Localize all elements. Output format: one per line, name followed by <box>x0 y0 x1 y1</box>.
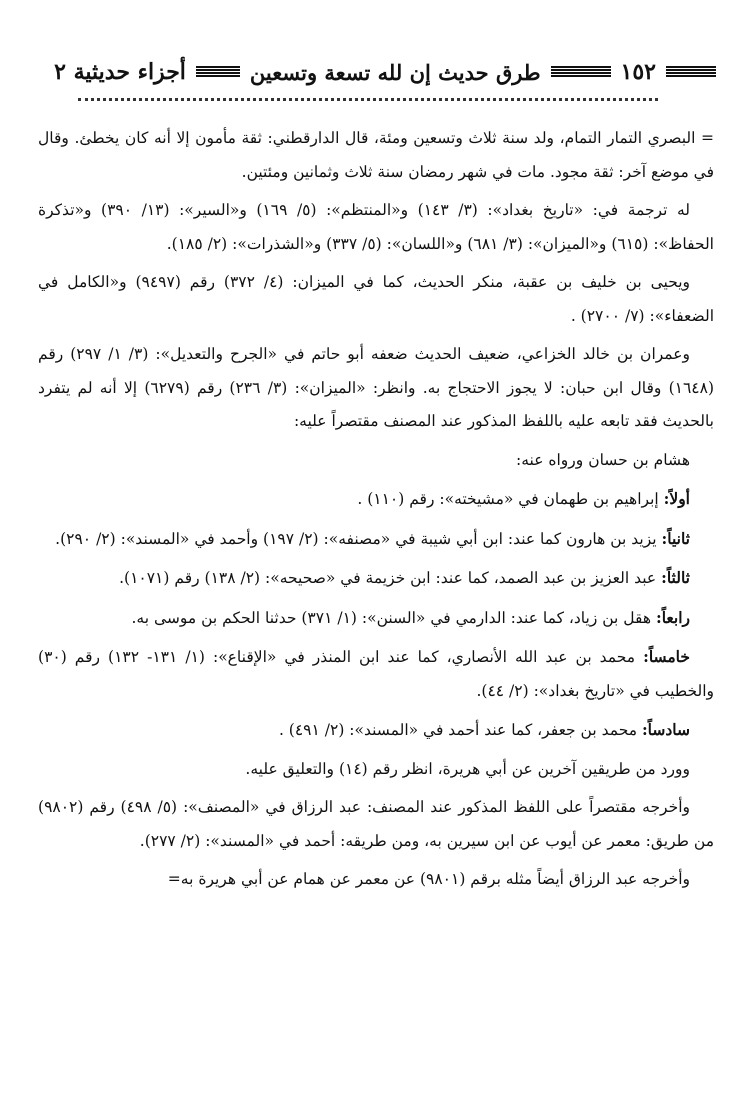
page-number: ١٥٢ <box>620 59 656 85</box>
ordinal-label: رابعاً: <box>655 607 690 627</box>
text-line: وورد من طريقين آخرين عن أبي هريرة، انظر رقم (١٤) والتعليق عليه. <box>245 759 690 778</box>
text-line: (١٠٧١). <box>119 569 170 587</box>
text-line: (٥/ ٤٩٨) رقم (٩٨٠٢) من طريق: معمر عن أيوب عن ابن سيرين به، ومن طريقه: أحمد <box>38 798 714 850</box>
text-line: عبد العزيز بن عبد الصمد، كما عند: ابن خزيمة في «صحيحه»: (٢/ ١٣٨) رقم <box>174 569 657 587</box>
text-line: محمد بن عبد الله الأنصاري، كما عند ابن المنذر في «الإقناع»: (١/ ١٣١- <box>147 648 636 666</box>
text-line: و«الكامل في الضعفاء»: (٧/ ٢٧٠٠) . <box>38 273 714 325</box>
text-line: وعمران بن خالد الخزاعي، ضعيف الحديث ضعفه أبو حاتم في «الجرح والتعديل»: <box>155 345 690 363</box>
paragraph <box>38 482 714 517</box>
text-line: مقتصراً عليه: <box>293 412 379 430</box>
text-line: يزيد بن هارون كما عند: ابن أبي شيبة في «مصنفه»: (٢/ ١٩٧) وأحمد في <box>194 529 657 548</box>
paragraph <box>38 444 714 478</box>
ordinal-label: ثانياً: <box>661 528 690 548</box>
text-line: في «المسند»: (٢/ ٢٧٧). <box>139 831 300 850</box>
page-text <box>38 122 714 897</box>
ordinal-label: خامساً: <box>643 647 690 666</box>
text-line: إبراهيم بن طهمان في «مشيخته»: رقم (١١٠) . <box>357 490 659 508</box>
text-line: = البصري التمار التمام، ولد سنة ثلاث وتسعين ومئة، قال الدارقطني: ثقة مأمون إلا أنه كان <box>124 129 714 147</box>
ornament-rule <box>666 66 716 78</box>
paragraph <box>38 863 714 897</box>
text-line: (٣/ ١/ ٢٩٧) رقم (١٦٤٨) وقال ابن حبان: لا يجوز الاحتجاج به. وانظر: «الميزان»: <box>38 345 714 397</box>
ornament-rule <box>196 66 240 78</box>
text-line: هقل بن زياد، كما عند: الدارمي في «السنن»: (١/ ٣٧١) حدثنا الحكم بن <box>201 608 652 627</box>
text-line: (٣/ ٢٣٦) رقم (٦٢٧٩) إلا أنه لم يتفرد بالحديث فقد تابعه عليه باللفظ المذكور عند المصنف <box>38 378 714 430</box>
page-header <box>40 52 716 92</box>
paragraph <box>38 194 714 261</box>
text-line: هشام بن حسان ورواه عنه: <box>516 450 690 469</box>
text-line: ١٣٢) رقم (٣٠) والخطيب في «تاريخ بغداد»: (٢/ ٤٤). <box>38 648 714 700</box>
paragraph <box>38 753 714 787</box>
paragraph <box>38 713 714 748</box>
text-line: ويحيى بن خليف بن عقبة، منكر الحديث، كما في الميزان: (٤/ ٣٧٢) رقم (٩٤٩٧) <box>135 273 690 291</box>
text-line: محمد بن جعفر، كما عند أحمد في «المسند»: (٢/ ٤٩١) . <box>278 721 638 739</box>
text-line: موسى به. <box>131 608 197 627</box>
text-line: (١٣/ ٣٩٠) و«تذكرة الحفاظ»: (٦١٥) و«الميزان»: (٣/ ٦٨١) و«اللسان»: (٥/ ٣٣٧) <box>38 201 714 253</box>
text-line: يخطئ. وقال في موضع آخر: ثقة مجود. مات في شهر رمضان سنة ثلاث وثمانين ومئتين. <box>38 129 714 181</box>
text-line: «المسند»: (٢/ ٢٩٠). <box>55 529 190 548</box>
paragraph <box>38 791 714 858</box>
paragraph <box>38 522 714 557</box>
text-line: و«الشذرات»: (٢/ ١٨٥). <box>166 234 322 253</box>
paragraph <box>38 266 714 333</box>
series-title: أجزاء حديثية ٢ <box>54 59 186 85</box>
ornament-rule <box>551 66 611 78</box>
paragraph <box>38 601 714 636</box>
text-line: له ترجمة في: «تاريخ بغداد»: (٣/ ١٤٣) و«المنتظم»: (٥/ ١٦٩) و«السير»: <box>179 201 690 219</box>
ordinal-label: سادساً: <box>641 720 690 739</box>
paragraph <box>38 640 714 708</box>
text-line: وأخرجه مقتصراً على اللفظ المذكور عند المصنف: عبد الرزاق في «المصنف»: <box>183 798 690 816</box>
paragraph <box>38 122 714 189</box>
book-title: طرق حديث إن لله تسعة وتسعين <box>249 59 541 85</box>
text-line: وأخرجه عبد الرزاق أيضاً مثله برقم (٩٨٠١) عن معمر عن همام عن أبي هريرة به= <box>167 870 690 888</box>
paragraph <box>38 338 714 439</box>
ordinal-label: ثالثاً: <box>661 568 690 587</box>
dotted-separator <box>78 98 658 101</box>
paragraph <box>38 561 714 596</box>
ordinal-label: أولاً: <box>663 489 690 508</box>
